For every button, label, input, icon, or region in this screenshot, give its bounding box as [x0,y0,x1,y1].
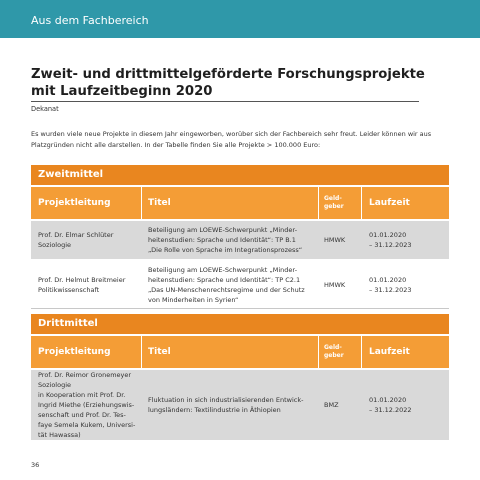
column-divider [361,187,362,219]
cell-duration: 01.01.2020 – 31.12.2022 [369,396,412,414]
column-header-duration: Laufzeit [369,198,410,208]
table-row [31,221,449,259]
column-header-title: Titel [148,347,171,357]
intro-paragraph: Es wurden viele neue Projekte in diesem Jahr eingeworben, worüber sich der Fachbereich sehr freut. Leider können wir aus Platzgründen nicht alle darstellen. In der Tabelle finden Sie alle Projekte > 100.000 Euro: [31,130,432,149]
table-drittmittel-heading [31,314,449,334]
page-number: 36 [31,461,40,469]
column-header-funder: Geld- geber [324,195,344,210]
cell-title: Beteiligung am LOEWE-Schwerpunkt „Minder- heitenstudien: Sprache und Identität“: TP C2.1 „Das UN-Menschenrechtsregime und der Schutz von Minderheiten in Syrien“ [148,266,305,304]
column-header-lead: Projektleitung [38,347,111,357]
table-row [31,370,449,440]
column-divider [361,336,362,368]
cell-funder: HMWK [324,236,346,244]
table-heading-label: Zweitmittel [38,169,104,180]
cell-lead: Prof. Dr. Reimor Gronemeyer Soziologie in Kooperation mit Prof. Dr. Ingrid Miethe (Erziehungswis- senschaft und Prof. Dr. Tes- faye Semela Kukem, Universi- tät Hawassa) [38,371,136,439]
column-divider [318,187,319,219]
cell-title: Beteiligung am LOEWE-Schwerpunkt „Minder- heitenstudien: Sprache und Identität“: TP B.1 „Die Rolle von Sprache im Integrationsprozess“ [148,226,303,254]
column-header-title: Titel [148,198,171,208]
column-divider [141,187,142,219]
table-zweitmittel-heading [31,165,449,185]
banner-label: Aus dem Fachbereich [31,14,149,27]
section-author: Dekanat [31,105,59,113]
cell-title: Fluktuation in sich industrialisierenden Entwick- lungsländern: Textilindustrie in Äthiopien [148,396,304,414]
column-divider [318,336,319,368]
column-header-lead: Projektleitung [38,198,111,208]
cell-funder: BMZ [324,401,339,409]
table-zweitmittel-header-row [31,187,449,219]
title-divider [31,101,419,102]
table-row [31,261,449,309]
cell-lead: Prof. Dr. Elmar Schlüter Soziologie [38,231,114,249]
section-banner [0,0,480,38]
column-header-duration: Laufzeit [369,347,410,357]
column-header-funder: Geld- geber [324,344,344,359]
table-drittmittel-header-row [31,336,449,368]
cell-duration: 01.01.2020 – 31.12.2023 [369,276,412,294]
table-heading-label: Drittmittel [38,318,98,329]
page-title: Zweit- und drittmittelgeförderte Forschungsprojekte mit Laufzeitbeginn 2020 [31,67,425,99]
column-divider [141,336,142,368]
cell-funder: HMWK [324,281,346,289]
cell-duration: 01.01.2020 – 31.12.2023 [369,231,412,249]
cell-lead: Prof. Dr. Helmut Breitmeier Politikwissenschaft [38,276,126,294]
